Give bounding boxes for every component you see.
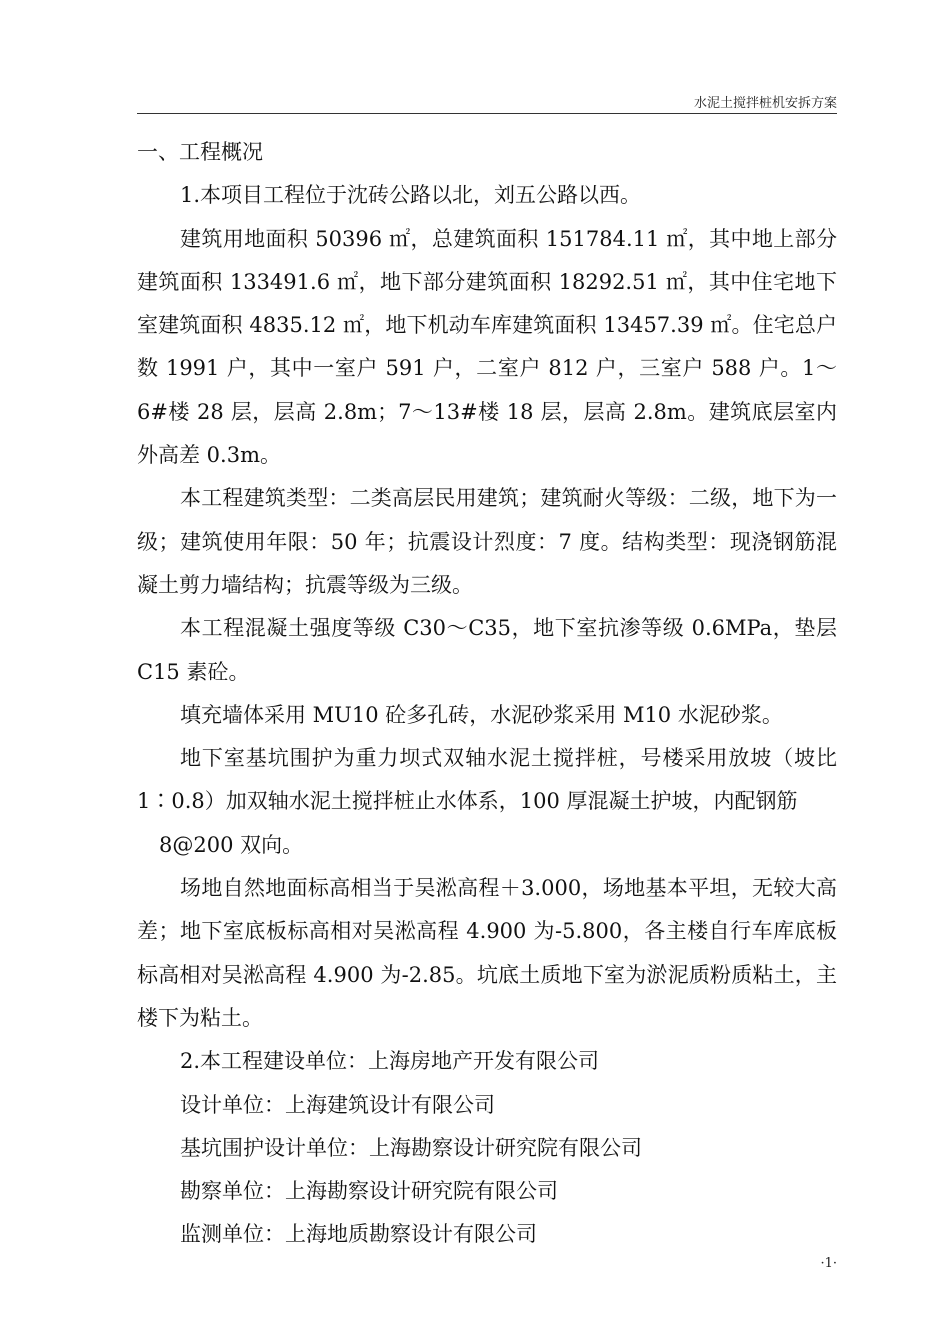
paragraph-excavation-support: 地下室基坑围护为重力坝式双轴水泥土搅拌桩，号楼采用放坡（坡比 1∶0.8）加双轴水泥土搅拌桩止水体系，100 厚混凝土护坡，内配钢筋 [137,746,837,814]
header-divider [137,113,837,114]
paragraph-construction-unit: 2.本工程建设单位：上海房地产开发有限公司 [180,1049,600,1074]
paragraph-site-elevation: 场地自然地面标高相当于吴淞高程＋3.000，场地基本平坦，无较大高差；地下室底板标高相对吴淞高程 4.900 为-5.800，各主楼自行车库底板标高相对吴淞高程 4.900 为-2.85。坑底土质地下室为淤泥质粉质粘土，主楼下为粘土。 [137,876,837,1030]
page-number: ·1· [820,1256,837,1271]
paragraph-rebar-spec: 8@200 双向。 [159,832,304,857]
running-header-title: 水泥土搅拌桩机安拆方案 [693,96,837,111]
paragraph-building-type: 本工程建筑类型：二类高层民用建筑；建筑耐火等级：二级，地下为一级；建筑使用年限：50 年；抗震设计烈度：7 度。结构类型：现浇钢筋混凝土剪力墙结构；抗震等级为三级。 [137,486,837,597]
paragraph-infill-wall: 填充墙体采用 MU10 砼多孔砖，水泥砂浆采用 M10 水泥砂浆。 [180,702,783,727]
paragraph-design-unit: 设计单位：上海建筑设计有限公司 [180,1092,495,1117]
section-heading: 一、工程概况 [137,140,263,164]
paragraph-support-design-unit: 基坑围护设计单位：上海勘察设计研究院有限公司 [180,1135,642,1160]
paragraph-survey-unit: 勘察单位：上海勘察设计研究院有限公司 [180,1179,558,1204]
paragraph-concrete-grade: 本工程混凝土强度等级 C30～C35，地下室抗渗等级 0.6MPa，垫层 C15 素砼。 [137,616,837,684]
paragraph-location: 1.本项目工程位于沈砖公路以北，刘五公路以西。 [180,183,642,208]
document-body [137,131,837,1257]
paragraph-building-area: 建筑用地面积 50396 ㎡，总建筑面积 151784.11 ㎡，其中地上部分建筑面积 133491.6 ㎡，地下部分建筑面积 18292.51 ㎡，其中住宅地下室建筑面积 4835.12 ㎡，地下机动车库建筑面积 13457.39 ㎡。住宅总户数 1991 户，其中一室户 591 户，二室户 812 户，三室户 588 户。1～6#楼 28 层，层高 2.8m；7～13#楼 18 层，层高 2.8m。建筑底层室内外高差 0.3m。 [137,226,837,468]
paragraph-monitoring-unit: 监测单位：上海地质勘察设计有限公司 [180,1222,537,1247]
